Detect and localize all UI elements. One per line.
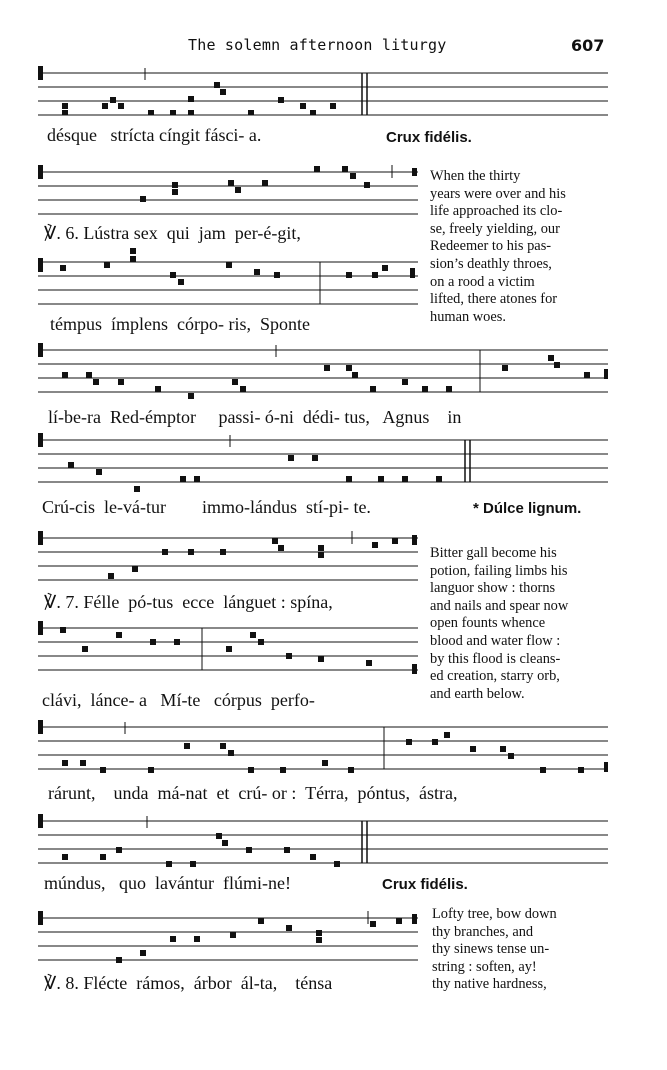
lyric-line-6: ℣. 7. Félle pó-tus ecce lánguet : spína,	[44, 592, 333, 612]
translation-line: Redeemer to his pas-	[430, 238, 552, 255]
translation-line: Lofty tree, bow down	[432, 906, 557, 922]
page-header	[0, 36, 667, 58]
translation-line: years were over and his	[430, 185, 566, 202]
translation-stanza-6	[430, 168, 606, 326]
lyric-line-3: témpus ímplens córpo- ris, Sponte	[50, 314, 310, 334]
lyric-line-4: lí-be-ra Red-émptor passi- ó-ni dédi- tus, Agnus in	[48, 407, 462, 427]
translation-line: thy sinews tense un-	[432, 941, 550, 958]
translation-line: sion’s deathly throes,	[430, 255, 552, 272]
page-number: 607	[571, 36, 605, 55]
translation-line: on a rood a victim	[430, 273, 535, 290]
translation-line: thy branches, and	[432, 923, 534, 940]
translation-line: and earth below.	[430, 685, 525, 702]
translation-line: string : soften, ay!	[432, 958, 537, 975]
translation-stanza-7	[430, 545, 608, 703]
lyric-line-8: rárunt, unda má-nat et crú- or : Térra, póntus, ástra,	[48, 783, 458, 803]
translation-line: life approached its clo-	[430, 203, 563, 220]
running-title: The solemn afternoon liturgy	[188, 36, 447, 54]
translation-line: lifted, there atones for	[430, 291, 558, 308]
translation-line: human woes.	[430, 308, 506, 325]
translation-line: potion, failing limbs his	[430, 562, 568, 579]
lyric-line-10: ℣. 8. Flécte rámos, árbor ál-ta, ténsa	[44, 973, 333, 993]
translation-line: blood and water flow :	[430, 632, 561, 649]
translation-stanza-8	[432, 906, 608, 994]
translation-line: languor show : thorns	[430, 580, 556, 597]
lyric-line-2: ℣. 6. Lústra sex qui jam per-é-git,	[44, 223, 301, 243]
translation-line: Bitter gall become his	[430, 545, 557, 561]
lyric-line-1: désque strícta cíngit fásci- a.	[47, 125, 262, 145]
translation-line: and nails and spear now	[430, 597, 569, 614]
refrain-crux-fidelis-1: Crux fidélis.	[386, 129, 472, 146]
translation-line: thy native hardness,	[432, 976, 547, 993]
refrain-dulce-lignum: * Dúlce lignum.	[473, 500, 582, 517]
lyric-line-9: múndus, quo lavántur flúmi-ne!	[44, 873, 291, 893]
refrain-crux-fidelis-2: Crux fidélis.	[382, 876, 468, 893]
translation-line: by this flood is cleans-	[430, 650, 561, 667]
translation-line: open founts whence	[430, 615, 546, 632]
translation-line: When the thirty	[430, 168, 521, 184]
translation-line: ed creation, starry orb,	[430, 668, 560, 685]
lyric-line-7: clávi, lánce- a Mí-te córpus perfo-	[42, 690, 315, 710]
translation-line: se, freely yielding, our	[430, 220, 560, 237]
lyric-line-5: Crú-cis le-vá-tur immo-lándus stí-pi- te.	[42, 497, 371, 517]
